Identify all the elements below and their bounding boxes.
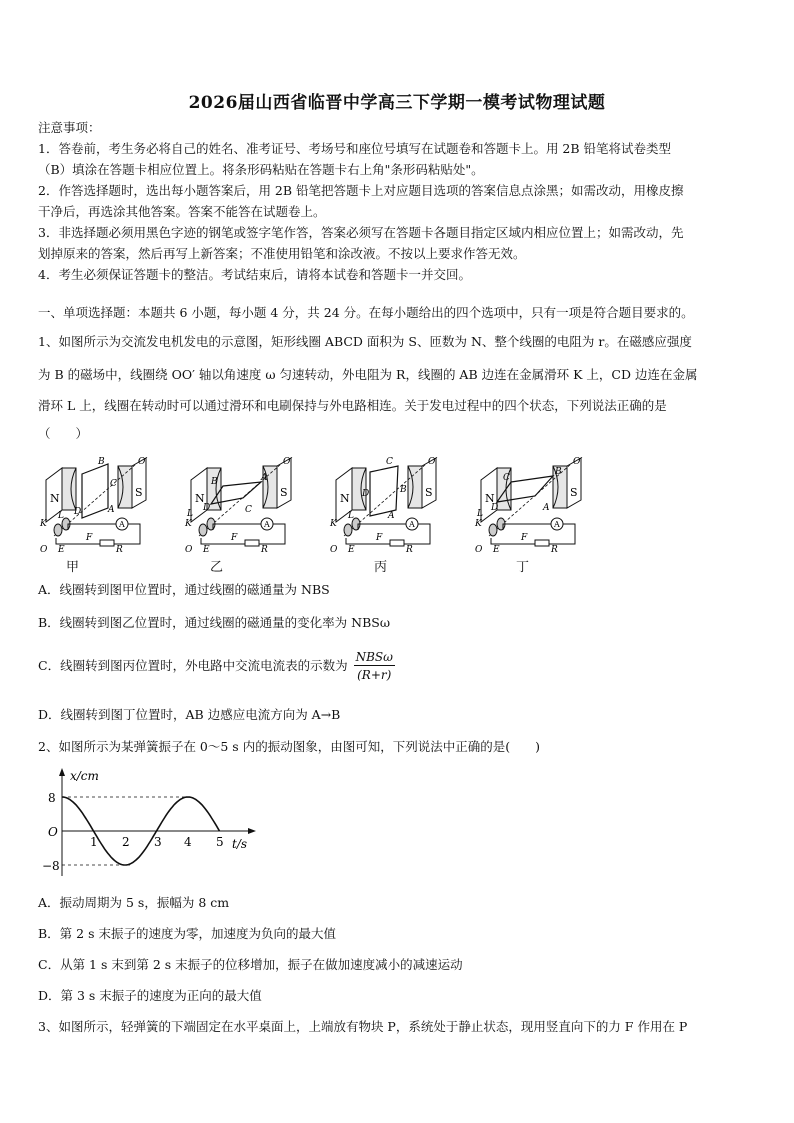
- section-heading: 一、单项选择题：本题共 6 小题，每小题 4 分，共 24 分。在每小题给出的四个选项中，只有一项是符合题目要求的。: [38, 305, 694, 320]
- oscillation-graph: [40, 764, 270, 882]
- question-1-stem: 为 B 的磁场中，线圈绕 OO′ 轴以角速度 ω 匀速转动，外电阻为 R，线圈的 AB 边连在金属滑环 K 上，CD 边连在金属: [38, 367, 698, 382]
- svg-text:D: D: [203, 503, 211, 513]
- svg-text:L: L: [187, 509, 193, 519]
- svg-text:L: L: [58, 511, 64, 521]
- figure-label-jia: 甲: [66, 560, 80, 575]
- x-tick-label: 4: [184, 835, 192, 849]
- svg-text:A: A: [543, 503, 550, 513]
- question-2-option-c: C．从第 1 s 末到第 2 s 末振子的位移增加，振子在做加速度减小的减速运动: [38, 957, 463, 972]
- figure-label-ding: 丁: [516, 560, 530, 575]
- svg-text:D: D: [362, 489, 370, 499]
- question-1-blank: （ ）: [38, 426, 89, 441]
- notice-line: 3．非选择题必须用黑色字迹的钢笔或签字笔作答，答案必须写在答题卡各题目指定区域内相应位置上；如需改动，先: [38, 225, 684, 240]
- y-tick-label: 8: [48, 791, 56, 805]
- notice-line: 1．答卷前，考生务必将自己的姓名、准考证号、考场号和座位号填写在试题卷和答题卡上。用 2B 铅笔将试卷类型: [38, 141, 672, 156]
- fraction-numerator: NBSω: [355, 650, 393, 664]
- question-1-stem: 滑环 L 上，线圈在转动时可以通过滑环和电刷保持与外电路相连。关于发电过程中的四个状态，下列说法正确的是: [38, 398, 667, 413]
- origin-label: O: [48, 825, 58, 839]
- notice-line: （B）填涂在答题卡相应位置上。将条形码粘贴在答题卡右上角"条形码粘贴处"。: [38, 162, 484, 177]
- notice-line: 干净后，再选涂其他答案。答案不能答在试题卷上。: [38, 204, 326, 219]
- question-1-option-b: B．线圈转到图乙位置时，通过线圈的磁通量的变化率为 NBSω: [38, 615, 391, 630]
- svg-text:B: B: [400, 485, 407, 495]
- notice-line: 2．作答选择题时，选出每小题答案后，用 2B 铅笔把答题卡上对应题目选项的答案信息点涂黑；如需改动，用橡皮擦: [38, 183, 684, 198]
- svg-text:C: C: [245, 505, 252, 515]
- notice-line: 4．考生必须保证答题卡的整洁。考试结束后，请将本试卷和答题卡一并交回。: [38, 267, 471, 282]
- svg-text:C: C: [386, 457, 393, 467]
- x-tick-label: 1: [90, 835, 98, 849]
- svg-text:L: L: [348, 511, 354, 521]
- question-1-stem: 1、如图所示为交流发电机发电的示意图，矩形线圈 ABCD 面积为 S、匝数为 N、整个线圈的电阻为 r。在磁感应强度: [38, 334, 692, 349]
- notice-heading: 注意事项：: [38, 120, 101, 135]
- svg-text:C: C: [110, 479, 117, 489]
- question-3-stem: 3、如图所示，轻弹簧的下端固定在水平桌面上，上端放有物块 P，系统处于静止状态，现用竖直向下的力 F 作用在 P: [38, 1019, 688, 1034]
- y-axis-label: x/cm: [70, 769, 99, 783]
- x-tick-label: 2: [122, 835, 130, 849]
- page-title: 2026届山西省临晋中学高三下学期一模考试物理试题: [188, 93, 606, 113]
- svg-text:D: D: [74, 507, 82, 517]
- notice-line: 划掉原来的答案，然后再写上新答案；不准使用铅笔和涂改液。不按以上要求作答无效。: [38, 246, 526, 261]
- question-2-option-a: A．振动周期为 5 s，振幅为 8 cm: [38, 895, 230, 910]
- question-1-option-c: [38, 646, 758, 686]
- svg-text:C: C: [503, 473, 510, 483]
- svg-text:B: B: [555, 467, 562, 477]
- question-2-option-d: D．第 3 s 末振子的速度为正向的最大值: [38, 988, 262, 1003]
- svg-text:A: A: [108, 505, 115, 515]
- svg-text:L: L: [477, 509, 483, 519]
- x-tick-label: 5: [216, 835, 224, 849]
- option-c-fraction: [354, 649, 395, 684]
- svg-text:A: A: [388, 511, 395, 521]
- x-axis-label: t/s: [232, 837, 248, 851]
- svg-text:B: B: [98, 457, 105, 467]
- svg-text:B: B: [211, 477, 218, 487]
- question-2-stem: 2、如图所示为某弹簧振子在 0～5 s 内的振动图象，由图可知，下列说法中正确的是( ): [38, 739, 540, 754]
- figure-label-bing: 丙: [374, 560, 388, 575]
- option-c-text: C．线圈转到图丙位置时，外电路中交流电流表的示数为: [38, 658, 348, 673]
- question-1-option-a: A．线圈转到图甲位置时，通过线圈的磁通量为 NBS: [38, 582, 330, 597]
- question-1-option-d: D．线圈转到图丁位置时，AB 边感应电流方向为 A→B: [38, 707, 341, 722]
- generator-figures: [36, 452, 596, 558]
- question-2-option-b: B．第 2 s 末振子的速度为零，加速度为负向的最大值: [38, 926, 336, 941]
- x-tick-label: 3: [154, 835, 162, 849]
- fraction-denominator: (R+r): [357, 668, 392, 682]
- svg-text:D: D: [491, 503, 499, 513]
- x-axis-arrow: [248, 828, 256, 834]
- svg-text:A: A: [261, 473, 268, 483]
- y-axis-arrow: [59, 768, 65, 776]
- figure-label-yi: 乙: [210, 560, 224, 575]
- y-tick-label: −8: [42, 859, 60, 873]
